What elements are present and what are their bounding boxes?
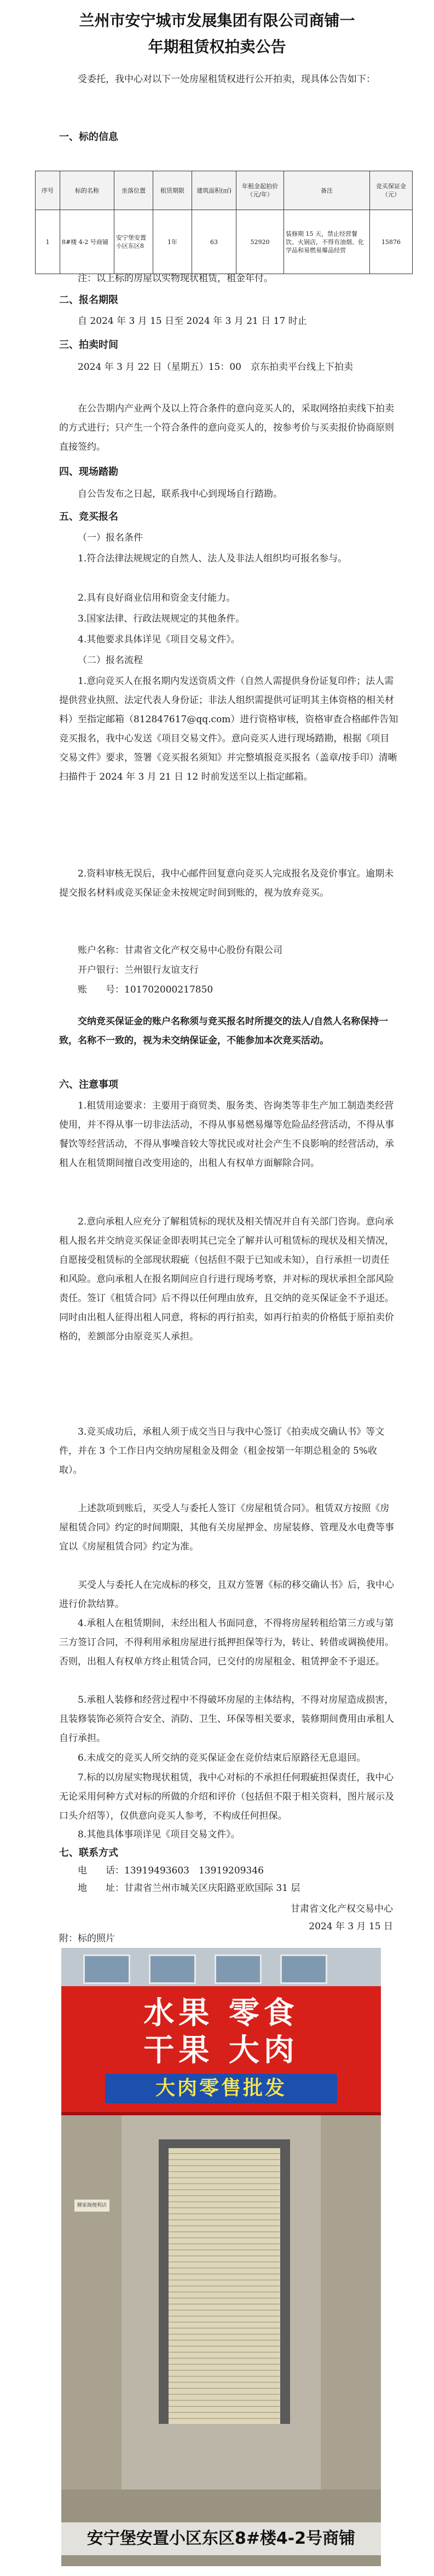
table-cell: 8#楼 4-2 号商铺 bbox=[60, 210, 114, 274]
table-cell: 15876 bbox=[370, 210, 413, 274]
note-7: 5.承租人装修和经营过程中不得破坏房屋的主体结构，不得对房屋造成损害，且装修装饰必须符合安全、消防、卫生、环保等相关要求，装修期间费用由承租人自行承担。 bbox=[59, 1695, 394, 1744]
sign-line-1: 水果 零食 bbox=[143, 1995, 299, 2031]
section-heading-2: 二、报名期限 bbox=[59, 294, 118, 306]
header-cell: 坐落位置 bbox=[114, 171, 153, 210]
shop-signboard bbox=[61, 1986, 381, 2115]
condition-1: 1.符合法律法规规定的自然人、法人及非法人组织均可报名参与。 bbox=[78, 553, 348, 564]
subheading-conditions: （一）报名条件 bbox=[78, 532, 143, 543]
section-heading-7: 七、联系方式 bbox=[59, 1847, 118, 1859]
window bbox=[83, 1954, 130, 1984]
intro-paragraph: 受委托，我中心对以下一处房屋租赁权进行公开拍卖，现具体公告如下： bbox=[78, 74, 375, 85]
window bbox=[149, 1954, 196, 1984]
section-heading-1: 一、标的信息 bbox=[59, 131, 118, 143]
note-2: 2.意向承租人应充分了解租赁标的现状及相关情况并自有关部门咨询。意向承租人报名并交纳竞买保证金即表明其已完全了解并认可租赁标的现状及相关情况，自愿接受租赁标的全部现状瑕疵（包括但不限于已知或未知），自行承担一切责任和风险。意向承租人在报名期间应自行进行现场考察，并对标的现状承担全部风险责任。签订《租赁合同》后不得以任何理由放弃，且交纳的竞买保证金不予退还。同时由出租人征得出租人同意，将标的再行拍卖，如再行拍卖的价格低于原拍卖价格的，差额部分由原竞买人承担。 bbox=[59, 1216, 394, 1342]
auction-time: 2024 年 3 月 22 日（星期五）15：00 京东拍卖平台线上下拍卖 bbox=[78, 362, 353, 373]
property-photo bbox=[61, 1948, 381, 2566]
note-4: 上述款项到账后，买受人与委托人签订《房屋租赁合同》。租赁双方按照《房屋租赁合同》约定的时间期限，其他有关房屋押金、房屋装修、管理及水电费等事宜以《房屋租赁合同》约定为准。 bbox=[59, 1503, 394, 1552]
page-title bbox=[22, 8, 412, 60]
account-name: 账户名称：甘肃省文化产权交易中心股份有限公司 bbox=[78, 945, 282, 956]
note-9: 7.标的以房屋实物现状租赁，我中心对标的不承担任何瑕疵担保责任，我中心无论采用何种方式对标的所做的介绍和评价（包括但不限于相关资料，图片展示及口头介绍等），仅供意向竞买人参考，不构成任何担保。 bbox=[59, 1772, 394, 1821]
table-note: 注：以上标的房屋以实物现状租赁，租金年付。 bbox=[78, 273, 273, 284]
registration-period: 自 2024 年 3 月 15 日至 2024 年 3 月 21 日 17 时止 bbox=[78, 316, 307, 327]
section-heading-4: 四、现场踏勘 bbox=[59, 466, 118, 478]
header-cell: 备注 bbox=[284, 171, 370, 210]
title-line-1: 兰州市安宁城市发展集团有限公司商铺一 bbox=[79, 11, 355, 30]
title-line-2: 年期租赁权拍卖公告 bbox=[148, 38, 286, 56]
header-cell: 年租金起拍价（元/年） bbox=[236, 171, 284, 210]
condition-2: 2.具有良好商业信用和资金支付能力。 bbox=[78, 593, 236, 604]
neighbor-sign: 柳家阁便利店 bbox=[74, 2200, 109, 2212]
process-1: 1.意向竞买人在报名期内发送资质文件（自然人需提供身份证复印件；法人需提供营业执照、法定代表人身份证；非法人组织需提供可证明其主体资格的相关材料）至指定邮箱（812847617@qq.com）进行资格审核，资格审查合格邮件告知竞买报名，我中心发送《项目交易文件》。意向竞买人进行现场踏勘，根据《项目交易文件》要求，签署《竞买报名须知》并完整填报竞买报名（盖章/按手印）清晰扫描件于 2024 年 3 月 21 日 12 时前发送至以上指定邮箱。 bbox=[59, 676, 398, 782]
condition-4: 4.其他要求具体详见《项目交易文件》。 bbox=[78, 634, 240, 645]
section-heading-6: 六、注意事项 bbox=[59, 1079, 118, 1090]
account-number: 账 号：101702000217850 bbox=[78, 984, 213, 995]
photo-attachment-label: 附：标的照片 bbox=[59, 1933, 115, 1944]
photo-caption: 安宁堡安置小区东区8#楼4-2号商铺 bbox=[86, 2529, 356, 2548]
section-heading-3: 三、拍卖时间 bbox=[59, 339, 118, 351]
table-cell: 装修期 15 天，禁止经营餐饮、火锅店，不得有油烟、化学品和易燃易爆品经营 bbox=[284, 210, 370, 274]
table-cell: 52920 bbox=[236, 210, 284, 274]
header-cell: 标的名称 bbox=[60, 171, 114, 210]
listing-table bbox=[35, 171, 413, 274]
contact-address: 地 址：甘肃省兰州市城关区庆阳路亚欧国际 31 层 bbox=[78, 1883, 300, 1894]
note-1: 1.租赁用途要求：主要用于商贸类、服务类、咨询类等非生产加工制造类经营使用，并不得从事一切非法活动，不得从事易燃易爆等危险品经营活动，不得从事餐饮等经营活动，不得从事噪音较大等扰民或对社会产生不良影响的经营活动，承租人在租赁期间擅自改变用途的，出租人有权单方面解除合同。 bbox=[59, 1100, 394, 1169]
issue-date: 2024 年 3 月 15 日 bbox=[309, 1921, 393, 1932]
table-header-row bbox=[36, 171, 413, 210]
table-row bbox=[36, 210, 413, 274]
header-cell: 序号 bbox=[36, 171, 60, 210]
auction-method: 在公告期内产业两个及以上符合条件的意向竞买人的，采取网络拍卖线下拍卖的方式进行；只产生一个符合条件的意向竞买人的，按参考价与买卖报价协商原则直接签约。 bbox=[59, 403, 394, 452]
window bbox=[280, 1954, 327, 1984]
contact-phone: 电 话：13919493603 13919209346 bbox=[78, 1865, 264, 1876]
issuer-block bbox=[291, 1901, 393, 1917]
building-upper-floor bbox=[61, 1948, 381, 1986]
rolling-shutter bbox=[169, 2148, 280, 2424]
note-8: 6.未成交的竞买人所交纳的竞买保证金在竞价结束后原路径无息退回。 bbox=[78, 1753, 366, 1763]
issuer-org: 甘肃省文化产权交易中心 bbox=[291, 1904, 393, 1914]
header-cell: 建筑面积(㎡) bbox=[192, 171, 236, 210]
window bbox=[215, 1954, 262, 1984]
table-cell: 1 bbox=[36, 210, 60, 274]
note-5: 买受人与委托人在完成标的移交，且双方签署《标的移交确认书》后，我中心进行价款结算。 bbox=[59, 1580, 394, 1610]
header-cell: 租赁期限 bbox=[153, 171, 192, 210]
account-bank: 开户银行：兰州银行友谊支行 bbox=[78, 965, 199, 976]
table-cell: 1年 bbox=[153, 210, 192, 274]
section-heading-5: 五、竞买报名 bbox=[59, 511, 118, 523]
note-6: 4.承租人在租赁期间，未经出租人书面同意，不得将房屋转租给第三方或与第三方签订合同，不得利用承租房屋进行抵押担保等行为，转让、转借或调换使用。否则，出租人有权单方终止租赁合同，已交付的房屋租金、租赁押金不予退还。 bbox=[59, 1618, 394, 1667]
subheading-process: （二）报名流程 bbox=[78, 655, 143, 666]
sign-line-3: 大肉零售批发 bbox=[105, 2074, 337, 2103]
site-visit-text: 自公告发布之日起，联系我中心到现场自行踏勘。 bbox=[78, 489, 282, 500]
note-10: 8.其他具体事项详见《项目交易文件》。 bbox=[78, 1829, 240, 1840]
deposit-warning: 交纳竞买保证金的账户名称须与竞买报名时所提交的法人/自然人名称保持一致，名称不一致的，视为未交纳保证金，不能参加本次竞买活动。 bbox=[59, 1016, 389, 1046]
table-cell: 63 bbox=[192, 210, 236, 274]
condition-3: 3.国家法律、行政法规规定的其他条件。 bbox=[78, 613, 245, 624]
header-cell: 竞买保证金（元） bbox=[370, 171, 413, 210]
table-cell: 安宁堡安置小区东区8 bbox=[114, 210, 153, 274]
process-2: 2.资料审核无误后，我中心邮件回复意向竞买人完成报名及竞价事宜。逾期未提交报名材料或竞买保证金未按规定时间到账的，视为放弃竞买。 bbox=[59, 868, 394, 898]
sign-line-2: 干果 大肉 bbox=[143, 2033, 299, 2068]
note-3: 3.竞买成功后，承租人须于成交当日与我中心签订《拍卖成交确认书》等文件，并在 3 个工作日内交纳房屋租金及佣金（租金按第一年期总租金的 5%收取）。 bbox=[59, 1426, 385, 1476]
